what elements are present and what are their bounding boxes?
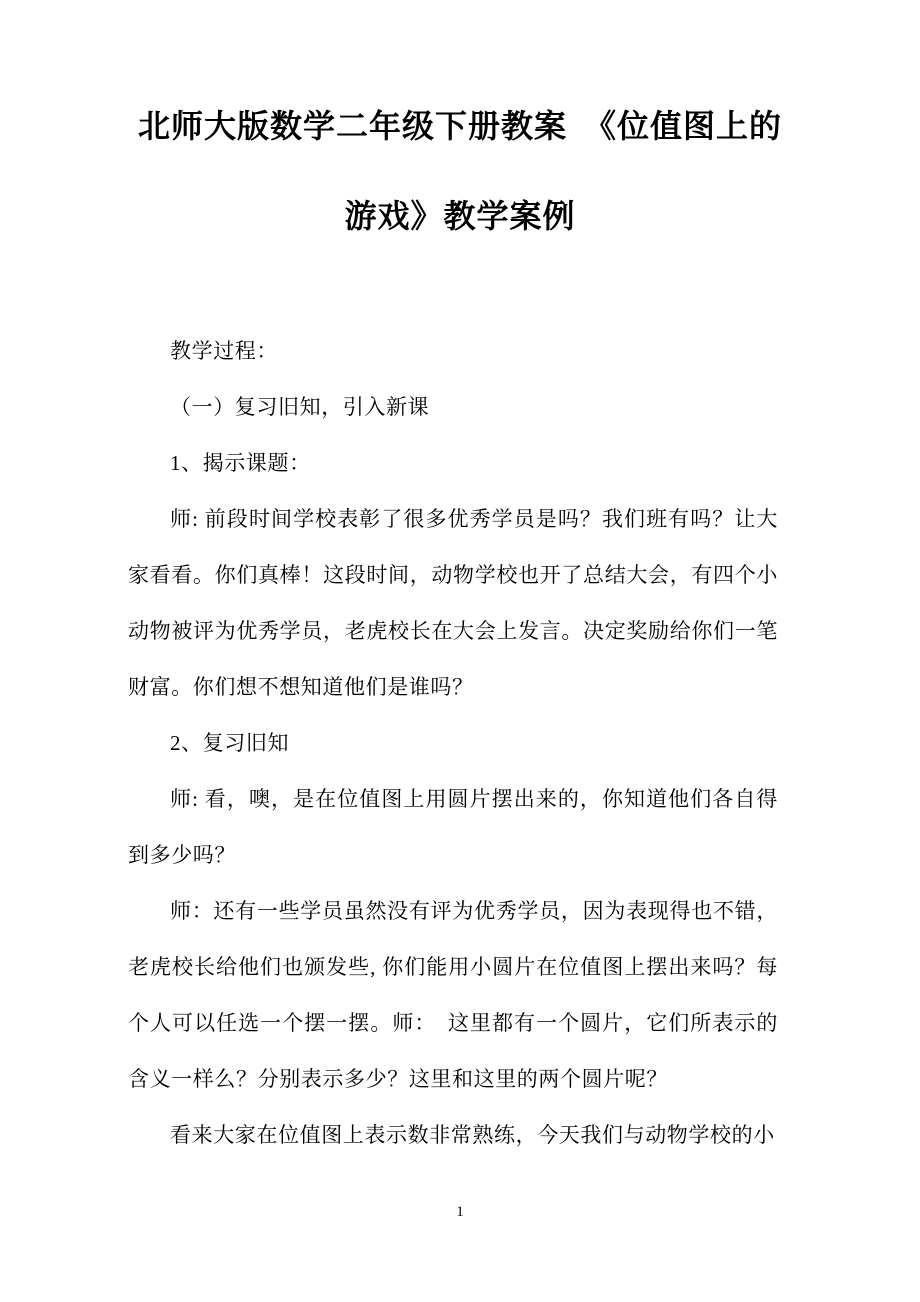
- document-title: [0, 0, 920, 261]
- document-body: [128, 323, 778, 1163]
- paragraph-teacher-review: 师: 看，噢，是在位值图上用圆片摆出来的，你知道他们各自得到多少吗？: [128, 787, 778, 867]
- document-title-line-2: 游戏》教学案例: [344, 198, 576, 234]
- paragraph-teacher-intro: 师: 前段时间学校表彰了很多优秀学员是吗？我们班有吗？让大家看看。你们真棒！这段时间，动物学校也开了总结大会，有四个小动物被评为优秀学员，老虎校长在大会上发言。决定奖励给你们一笔财富。你们想不想知道他们是谁吗？: [128, 507, 778, 699]
- paragraph-section-1-heading: （一）复习旧知，引入新课: [170, 395, 430, 419]
- paragraph-subsection-2-heading: 2、复习旧知: [170, 731, 290, 755]
- paragraph-teacher-summary: 看来大家在位值图上表示数非常熟练，今天我们与动物学校的小: [170, 1123, 775, 1147]
- paragraph-teaching-process-heading: 教学过程：: [170, 339, 278, 363]
- paragraph-subsection-1-heading: 1、揭示课题：: [170, 451, 311, 475]
- document-title-line-1: 北师大版数学二年级下册教案 《位值图上的: [137, 108, 782, 144]
- paragraph-teacher-question: 师：还有一些学员虽然没有评为优秀学员，因为表现得也不错，老虎校长给他们也颁发些, 你们能用小圆片在位值图上摆出来吗？每个人可以任选一个摆一摆。师： 这里都有一个圆片，它们所表示的含义一样么？分别表示多少？这里和这里的两个圆片呢？: [128, 899, 778, 1091]
- page-number: 1: [456, 1204, 464, 1220]
